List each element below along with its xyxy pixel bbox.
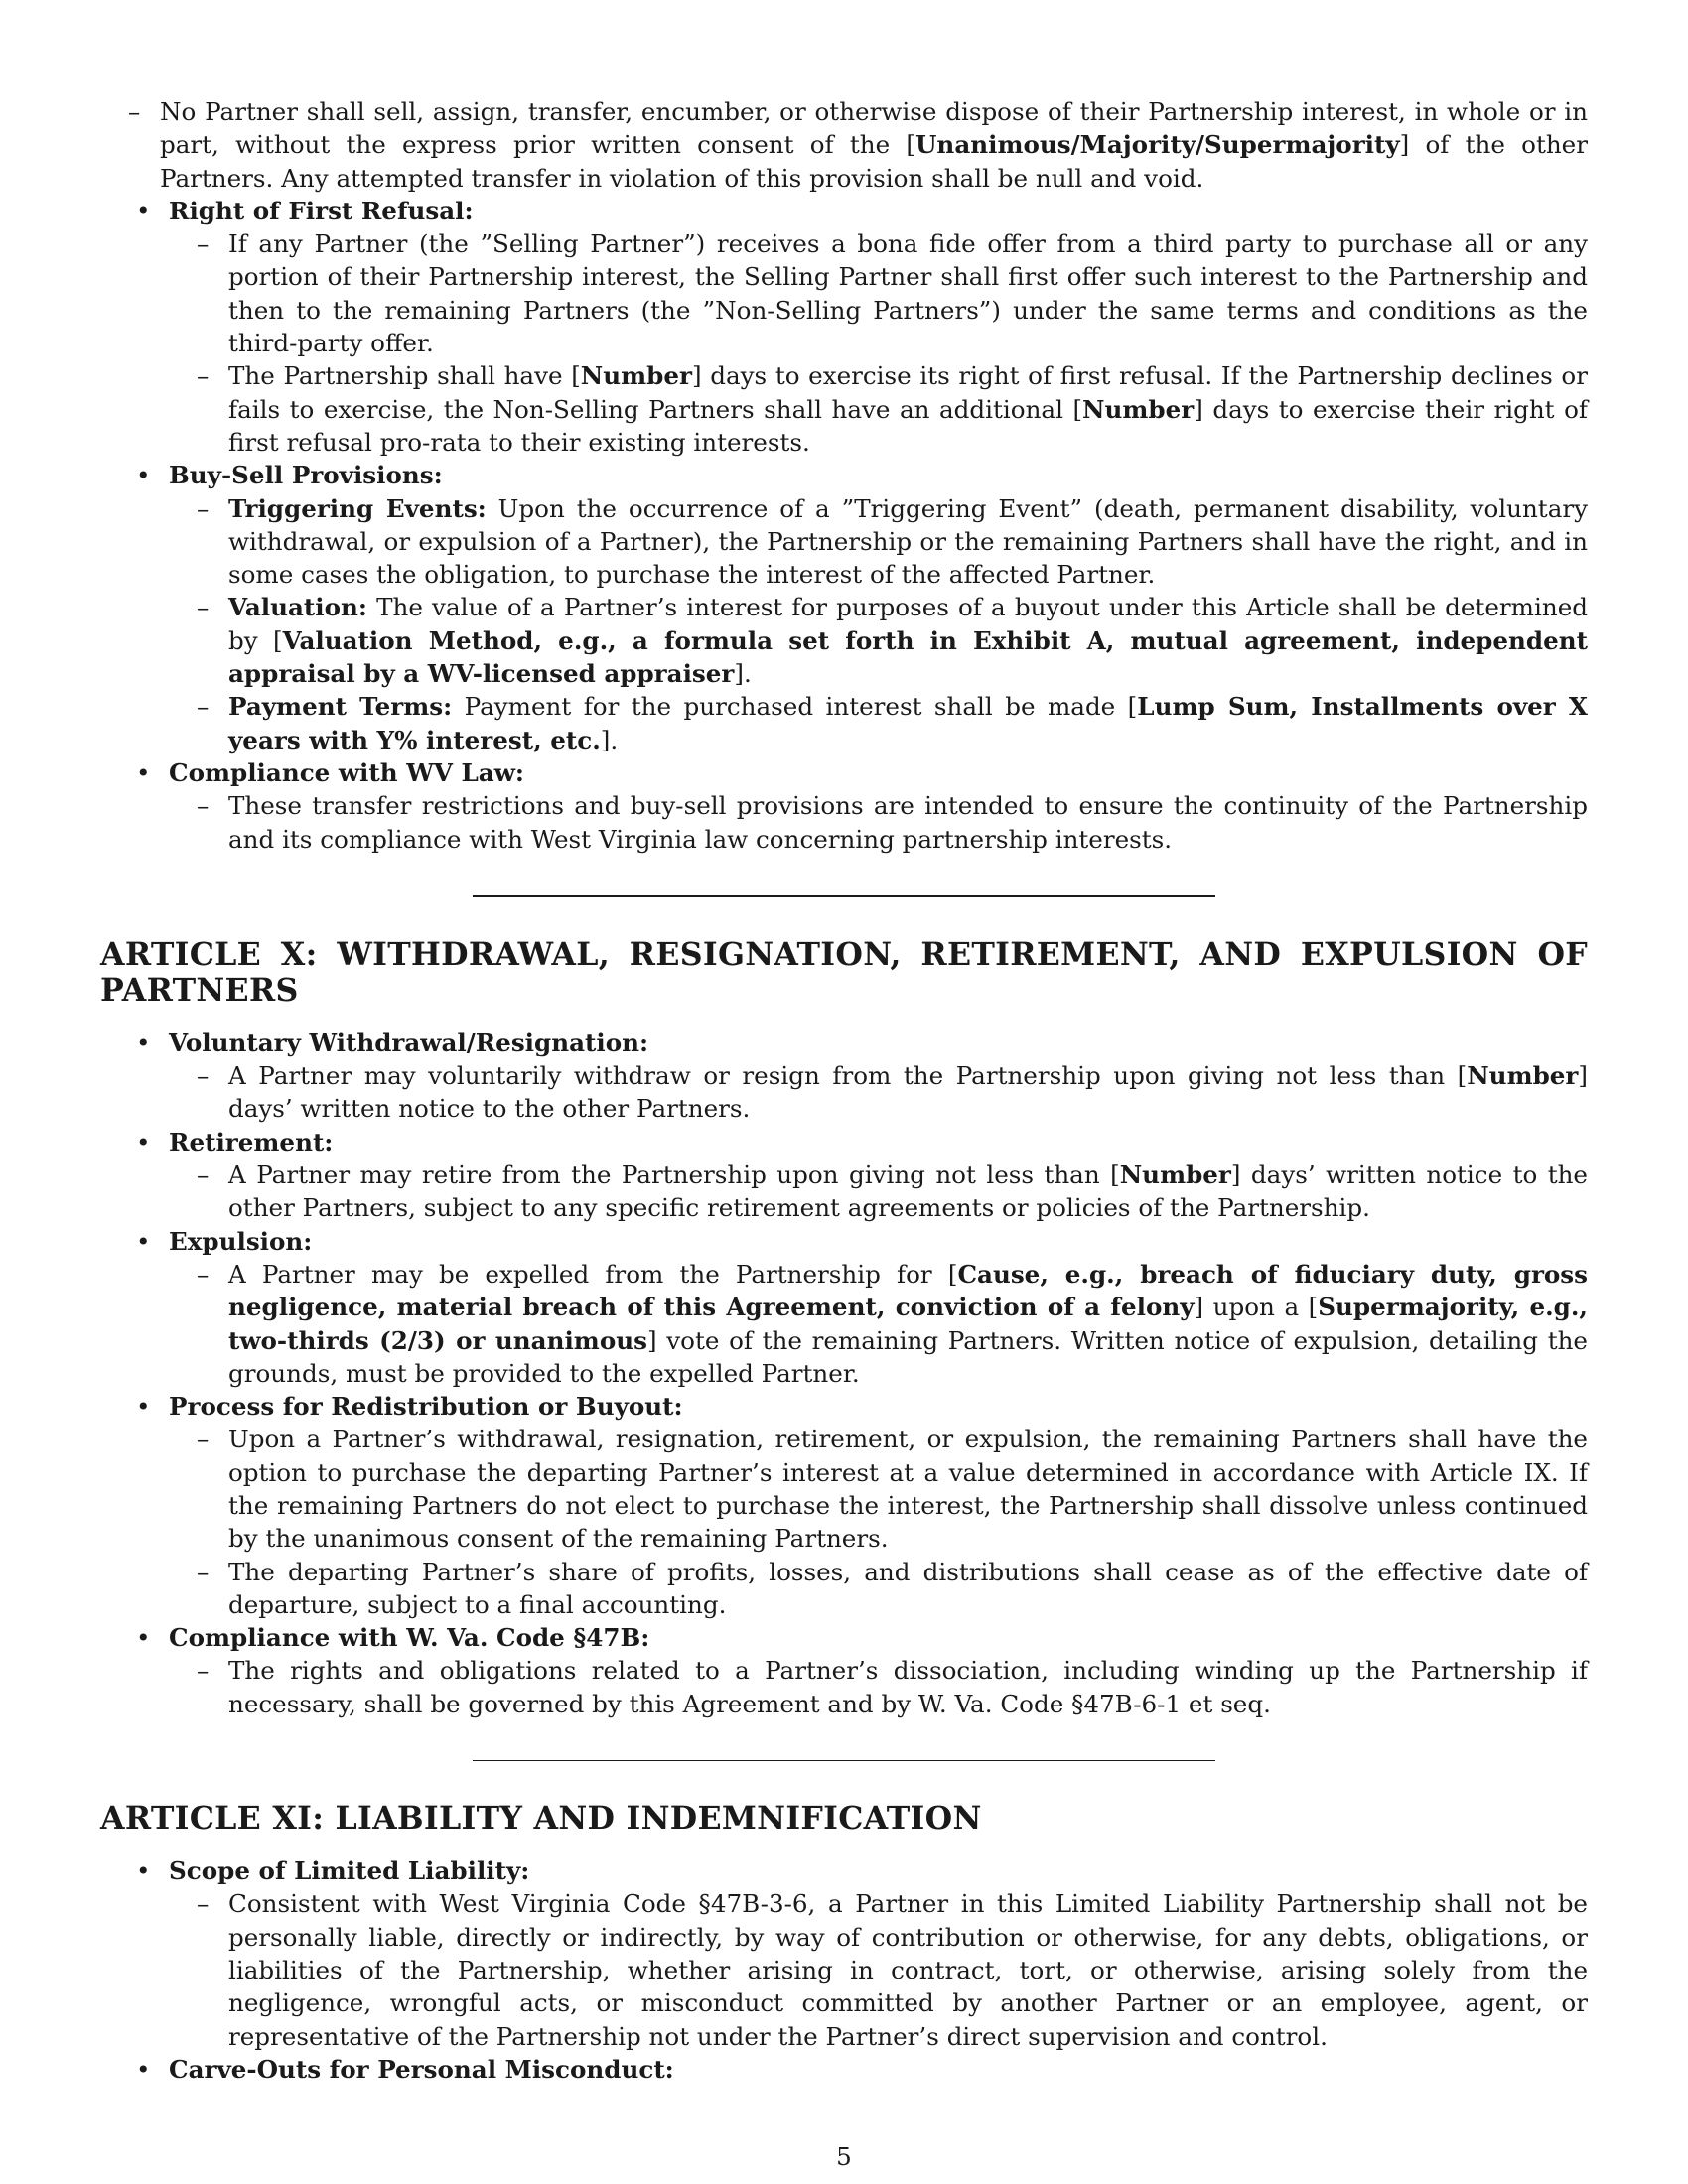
group-heading: Right of First Refusal: (169, 196, 474, 225)
clause-text: ] days’ written notice to the other Partners. (228, 1061, 1588, 1124)
section-group (100, 1026, 1588, 1126)
top-section-list (100, 195, 1588, 856)
clause-item (169, 1159, 1588, 1225)
group-heading: Retirement: (169, 1127, 334, 1157)
clause-text: ] days to exercise their right of first refusal pro-rata to their existing interests. (228, 394, 1588, 457)
section-group (100, 1225, 1588, 1390)
group-heading: Buy-Sell Provisions: (169, 461, 443, 490)
section-divider (473, 895, 1215, 897)
clause-text: Payment for the purchased interest shall be made [ (452, 692, 1138, 722)
clause-item (169, 1654, 1588, 1720)
bold-text: Number (1082, 394, 1195, 424)
clause-item (169, 1258, 1588, 1390)
group-heading: Scope of Limited Liability: (169, 1856, 530, 1886)
article-x-title: ARTICLE X: WITHDRAWAL, RESIGNATION, RETIREMENT, AND EXPULSION OF PARTNERS (100, 935, 1588, 1009)
bold-text: Valuation: (228, 593, 367, 622)
page-number: 5 (836, 2142, 852, 2171)
clause-text: A Partner may voluntarily withdraw or resign from the Partnership upon giving not less than [ (228, 1061, 1468, 1091)
clause-item (169, 789, 1588, 856)
clause-text: Upon a Partner’s withdrawal, resignation, retirement, or expulsion, the remaining Partners shall have the option to purchase the departing Partner’s interest at a value determined in accordance with Article IX. If the remaining Partners do not elect to purchase the interest, the Partnership shall dissolve unless continued by the unanimous consent of the remaining Partners. (228, 1425, 1588, 1554)
clause-list (100, 1887, 1588, 2052)
bold-text: Supermajority, e.g., two-thirds (2/3) or unanimous (228, 1293, 1588, 1355)
bold-text: Valuation Method, e.g., a formula set forth in Exhibit A, mutual agreement, independent appraisal by a WV-licensed appraiser (228, 625, 1588, 689)
clause-text: ]. (600, 725, 619, 754)
bold-text: Cause, e.g., breach of fiduciary duty, gross negligence, material breach of this Agreement, conviction of a felony (228, 1259, 1589, 1322)
group-heading: Expulsion: (169, 1226, 313, 1256)
clause-text: ] days’ written notice to the other Partners, subject to any specific retirement agreements or policies of the Partnership. (228, 1160, 1588, 1223)
group-heading: Voluntary Withdrawal/Resignation: (169, 1027, 649, 1057)
clause-text: If any Partner (the ”Selling Partner”) receives a bona fide offer from a third party to purchase all or any portion of their Partnership interest, the Selling Partner shall first offer such interest to the Partnership and then to the remaining Partners (the ”Non-Selling Partners”) under the same terms and conditions as the third-party offer. (228, 229, 1588, 358)
clause-list (100, 492, 1588, 756)
clause-text: The value of a Partner’s interest for purposes of a buyout under this Article shall be determined by [ (228, 593, 1588, 655)
clause-item (169, 359, 1588, 459)
clause-list (100, 1159, 1588, 1225)
clause-text: ] days to exercise its right of first refusal. If the Partnership declines or fails to exercise, the Non-Selling Partners shall have an additional [ (228, 361, 1588, 424)
clause-text: ] vote of the remaining Partners. Written notice of expulsion, detailing the grounds, must be provided to the expelled Partner. (228, 1325, 1588, 1388)
bold-text: Number (1119, 1160, 1231, 1190)
clause-item (169, 1556, 1588, 1622)
section-group (100, 1854, 1588, 2053)
group-heading: Process for Redistribution or Buyout: (169, 1392, 683, 1422)
document-page (100, 95, 1588, 2086)
section-group (100, 1390, 1588, 1621)
section-divider (473, 1760, 1215, 1761)
bold-text: Triggering Events: (228, 493, 487, 523)
clause-text: The rights and obligations related to a Partner’s dissociation, including winding up the Partnership if necessary, shall be governed by this Agreement and by W. Va. Code §47B-6-1 et seq. (228, 1656, 1588, 1718)
section-group (100, 1621, 1588, 1720)
clause-item (100, 95, 1588, 195)
bold-text: Unanimous/Majority/Supermajority (914, 130, 1400, 160)
group-heading: Carve-Outs for Personal Misconduct: (169, 2054, 674, 2084)
clause-item (169, 690, 1588, 756)
clause-text: ] of the other Partners. Any attempted transfer in violation of this provision shall be null and void. (160, 130, 1588, 193)
clause-item (169, 1887, 1588, 2052)
section-group (100, 756, 1588, 856)
clause-item (169, 227, 1588, 359)
clause-list (100, 1258, 1588, 1390)
clause-item (169, 591, 1588, 690)
clause-list (100, 789, 1588, 856)
clause-text: These transfer restrictions and buy-sell provisions are intended to ensure the continuity of the Partnership and its compliance with West Virginia law concerning partnership interests. (228, 791, 1588, 854)
clause-text: Consistent with West Virginia Code §47B-3-6, a Partner in this Limited Liability Partnership shall not be personally liable, directly or indirectly, by way of contribution or otherwise, for any debts, obligations, or liabilities of the Partnership, whether arising in contract, tort, or otherwise, arising solely from the negligence, wrongful acts, or misconduct committed by another Partner or an employee, agent, or representative of the Partnership not under the Partner’s direct supervision and control. (228, 1889, 1588, 2051)
bold-text: Payment Terms: (228, 692, 453, 722)
article-xi-list (100, 1854, 1588, 2086)
bold-text: Number (580, 361, 692, 391)
clause-text: A Partner may be expelled from the Partnership for [ (228, 1259, 958, 1289)
clause-text: Upon the occurrence of a ”Triggering Event” (death, permanent disability, voluntary withdrawal, or expulsion of a Partner), the Partnership or the remaining Partners shall have the right, and in some cases the obligation, to purchase the interest of the affected Partner. (228, 493, 1589, 590)
clause-text: The Partnership shall have [ (228, 361, 581, 391)
section-group (100, 459, 1588, 756)
section-group (100, 1126, 1588, 1225)
group-heading: Compliance with W. Va. Code §47B: (169, 1623, 650, 1653)
clause-item (169, 492, 1588, 592)
clause-list (100, 1423, 1588, 1621)
clause-text: ]. (734, 659, 752, 689)
clause-list (100, 1059, 1588, 1126)
section-group (100, 2053, 1588, 2086)
clause-item (169, 1059, 1588, 1126)
bold-text: Lump Sum, Installments over X years with Y% interest, etc. (228, 692, 1589, 754)
clause-text: The departing Partner’s share of profits, losses, and distributions shall cease as of the effective date of departure, subject to a final accounting. (228, 1557, 1588, 1619)
clause-list (100, 1654, 1588, 1720)
group-heading: Compliance with WV Law: (169, 757, 524, 787)
bold-text: Number (1467, 1061, 1579, 1091)
clause-text: A Partner may retire from the Partnership upon giving not less than [ (228, 1160, 1120, 1190)
article-x-list (100, 1026, 1588, 1720)
top-continuation-list (32, 95, 1588, 195)
clause-list (100, 227, 1588, 459)
clause-text: ] upon a [ (1194, 1293, 1319, 1322)
clause-item (169, 1423, 1588, 1555)
clause-text: No Partner shall sell, assign, transfer, encumber, or otherwise dispose of their Partnership interest, in whole or in part, without the express prior written consent of the [ (160, 97, 1588, 160)
article-xi-title: ARTICLE XI: LIABILITY AND INDEMNIFICATION (100, 1800, 982, 1838)
section-group (100, 195, 1588, 459)
